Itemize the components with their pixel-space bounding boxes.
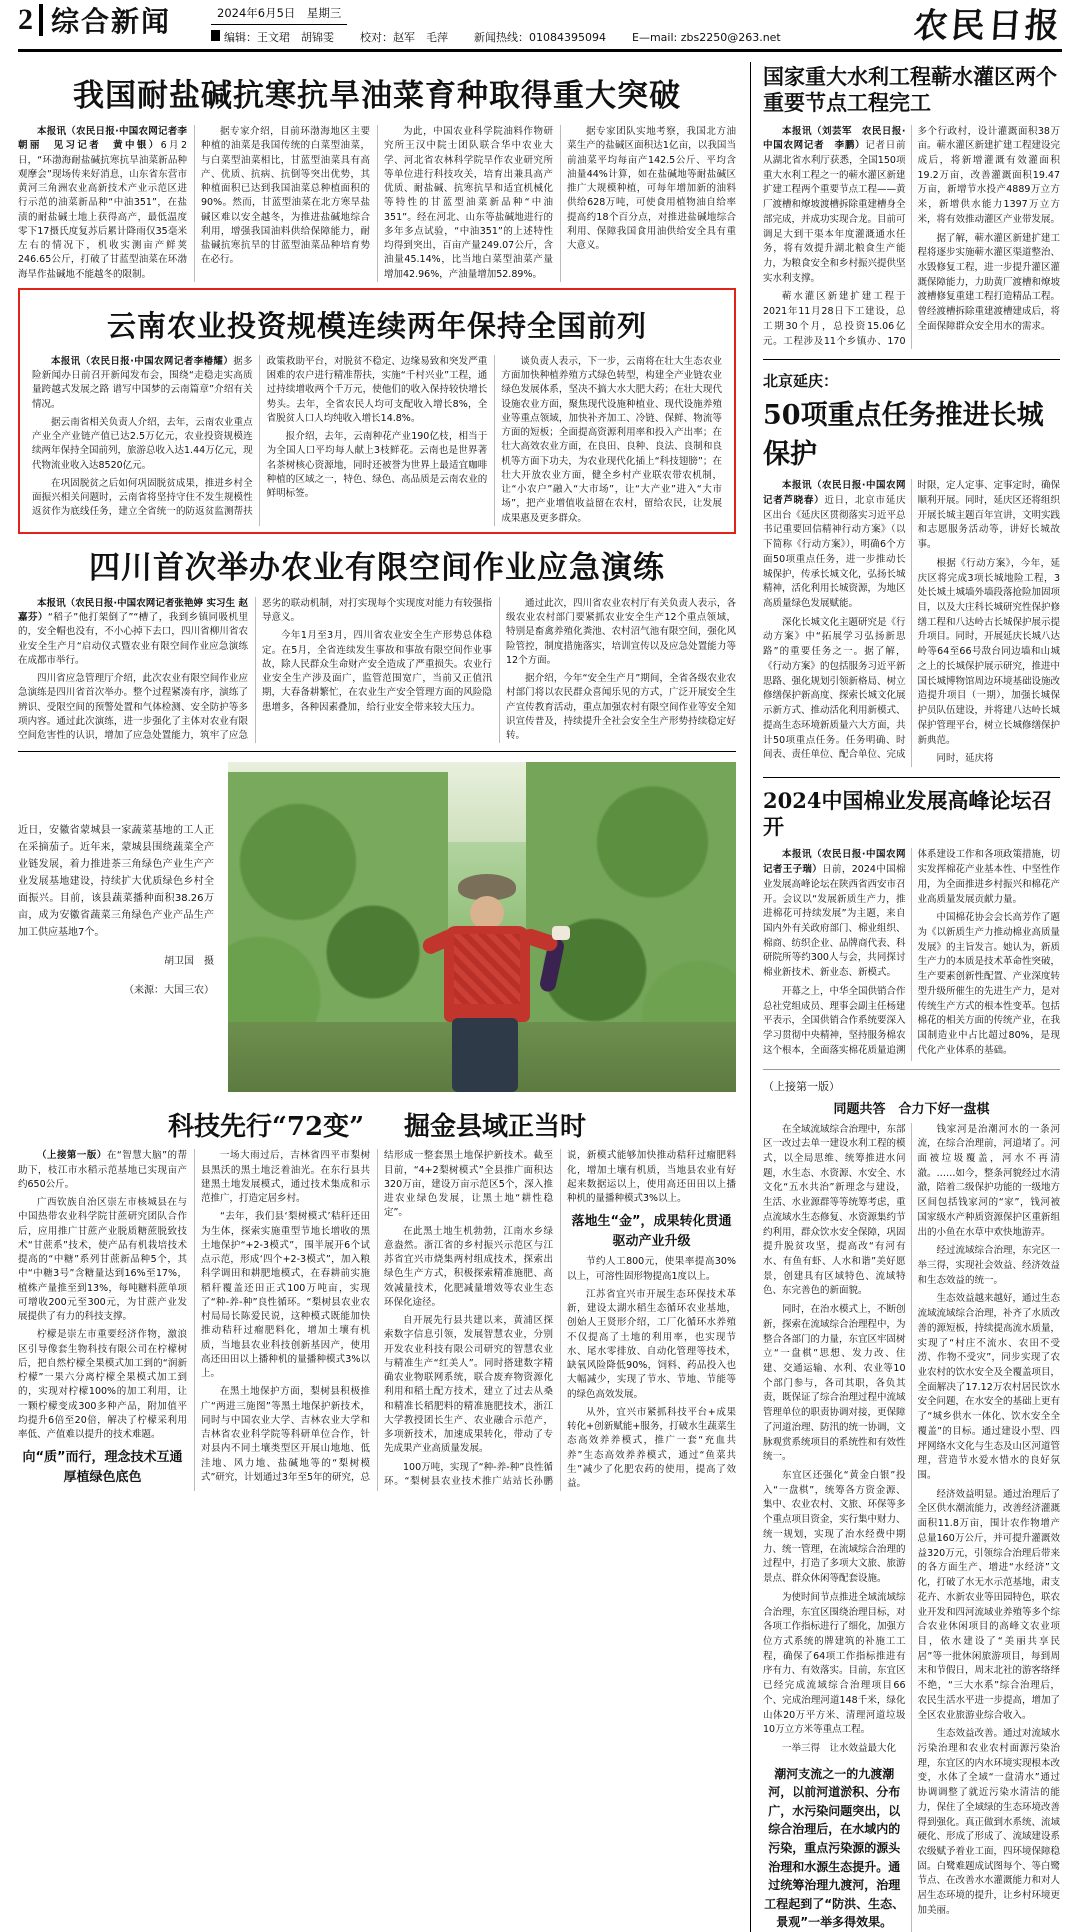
paper-name: 农民日报 [912, 0, 1063, 47]
article-sichuan-title: 四川首次举办农业有限空间作业应急演练 [18, 542, 736, 587]
paragraph: 在全域流域综合治理中，东部区一改过去单一建设水利工程的模式，以全局思维、统筹推进水问题，水生态、水资源、水安全、水文化“五水共治”新理念与建设，生活、水业源群等等统筹考虑，重点流域水生态修复、水资源集约节约利用，群众饮水安全保障，巩固提升脱贫攻坚，提高改“有河有水、有鱼有虾、人水和谐”美好愿景，创建具有区域特色、流域特色、东完善色的新面貌。 [763, 1123, 906, 1300]
article-keji-headline [18, 1106, 736, 1143]
photo-greenhouse-vegetable [228, 762, 736, 1092]
hotline: 新闻热线：01084395094 [474, 29, 606, 45]
paragraph: 据专家团队实地考察，我国北方油菜生产的盐碱区面积达1亿亩，以我国当前油菜平均每亩产142.5公斤、平均含油量44%计算，如在盐碱地等耐盐碱区推广大规模种植，可每年增加新的油料供给628万吨，可使食用植物油自给率提高约18个百分点，对推进盐碱地综合利用、保障我国食用油供给安全具有重大意义。 [567, 125, 736, 253]
article-cotton-forum [763, 788, 1060, 1061]
section-divider [763, 359, 1060, 360]
article-oilseed-body [18, 125, 736, 282]
article-continued-subhead: 潮河支流之一的九渡潮河，以前河道淤积、分布广，水污染问题突出，以综合治理后，在水域内的污染，重点污染源的源头治理和水源生态提升。通过统筹治理九渡河，治理工程起到了“防洪、生态、景观”一举多得效果。 [763, 1765, 906, 1932]
editor-text: 编辑：王文珺 胡锦雯 [224, 31, 334, 44]
paragraph: 同时，在治水模式上，不断创新，探索在流域综合治理程中，为整合各部门的力量，东宜区牢固树立“一盘棋”思想、发力改、住建、交通运输、水利、农业等10个部门参与，各司其职，各负其责，既保证了综合治理过程中流域管理单位的职责协调对接，更保障了河道治理、防汛的统一协调，文脉观赏系统项目的系统性和有效性统一。 [763, 1303, 906, 1465]
publish-date: 2024年6月5日 星期三 [211, 5, 347, 25]
paragraph [18, 1149, 187, 1192]
continued-note: （上接第一版） [763, 1078, 1060, 1094]
paragraph: 根据《行动方案》，今年，延庆区将完成3项长城地险工程，3处长城土城墙外墙段落抢险加固项目，以及大庄科长城研究性保护修缮工程和八达岭古长城保护展示提升项目。同时，开展延庆长城八达岭等64至66号敌台同边墙和山城之上的长城保护展示研究，推进中国长城博物馆周边环境基础设施改造提升项目（一期），加强长城保护员队伍建设，并将建八达岭长城保护管理平台，树立长城修缮保护新典范。 [918, 557, 1061, 748]
square-bullet-icon [211, 30, 220, 41]
article-water-body [763, 125, 1060, 350]
paragraph [763, 479, 906, 611]
paragraph: 今年1月至3月，四川省农业安全生产形势总体稳定。在5月，全省连续发生事故和事故有限空间作业事故，除人民群众生命财产安全造成了严重损失。农业行业安全生产涉及面广，监管范围宽广，当前又正值汛期，大春备耕繁忙，在农业生产安全管理方面的风险隐患增多，各种因素叠加，给行业安全带来较大压力。 [262, 629, 492, 715]
article-keji-title-right: 掘金县域正当时 [404, 1106, 586, 1143]
paragraph: 一场大雨过后，吉林省四平市梨树县黑沃的黑土地泛着油光。在东行县共建黑土地发展模式，通过技术集成和示范推广，打造定居乡村。 [201, 1149, 370, 1206]
article-yunnan-body [32, 355, 722, 526]
paragraph: 从外，宜兴市紧抓科技平台+成果转化+创新赋能+服务，打破水生蔬菜生态高效养养模式，推广一套“充血共养”生态高效养养模式，通过“鱼菜共生”减少了化肥农药的使用，提高了效益。 [567, 1406, 736, 1492]
byline: 本报讯（农民日报·中国农网记者李朝丽 见习记者 黄中银） [18, 126, 187, 151]
article-sichuan [18, 542, 736, 744]
paragraph: 生态效益越来越好，通过生态流域流域综合治理，补齐了水质改善的源短板，持续提高流水质量，实现了“村庄不流水、农田不受涝、作物不受灾”，同步实现了农业农村的饮水安全及全覆盖项目，全面解决了17.12万农村居民饮水安全问题，在水安全的基础上更有了“城乡供水一体化、饮水安全全覆盖”的目标。通过建设小型、四坪网络水文化与生态及山区河道管理，营造节水爱水惜水的良好氛围。 [918, 1292, 1061, 1483]
editor-credit [211, 29, 334, 45]
article-continued-water-governance [763, 1078, 1060, 1932]
paragraph: 同时，延庆将 [918, 752, 1061, 767]
photo-source: （来源：大国三农） [18, 982, 214, 999]
paragraph: 开幕之上，中华全国供销合作总社党组成员、理事会副主任杨建平表示，全国供销合作系统要深入学习贯彻中央精神，坚持服务棉农这个根本，全面落实棉花质量追溯体系建设工作和各项政策措施，切实发挥棉花产业基本性、中坚性作用，为全面推进乡村振兴和棉花产业高质量发展贡献力量。 [763, 848, 1060, 1060]
left-zone [18, 62, 736, 1932]
photo-farmer-face [470, 896, 504, 930]
paragraph: 节约人工800元，使果率提高30%以上，可溶性固形物提高1度以上。 [567, 1255, 736, 1284]
article-greatwall [763, 370, 1060, 767]
paragraph: 广西钦族自治区崇左市核城县在与中国热带农业科学院甘蔗研究团队合作后，应用推广甘蔗产业脱质糖蔗脱致技术“甘蔗系”技术，使产品有机栽培技术提高的“中糖”系列甘蔗新品种5个，其中“中糖3号”含糖量达到16%至17%，植株产量推至到13%，每吨糖料蔗单项可增收200元至300元，为甘蔗产业发展提供了有力的科技支撑。 [18, 1196, 187, 1324]
paragraph: 在此黑土地生机勃勃，江南水乡绿意盎然。浙江省的乡村振兴示范区与江苏省宜兴市烧集两村组成技术，探索出绿色生产方式，积极探索精准施肥、高效减量技术，化肥减量增效等农业生态环保化途径。 [384, 1225, 553, 1311]
paragraph: 自开展先行县共建以来，黄浦区探索数字信息引领，发展智慧农业，分别开发农业科技有限公司研究的智慧农业与精准生产“红美人”。同时搭建数字精确农业物联网系统，联合废弃物资源化利用和稻土配方技术，建立了过去从桑和精准长稻肥料的精准施肥技术，浙江大学教授团长生产、农业融合示范产，多项新技术，加速成果转化，带动了专先成果产业高质量发展。 [384, 1314, 553, 1457]
paragraph: “去年，我们县‘梨树模式’秸秆还田为生体，探索实施重型节地长增收的黑土地保护“+2-3模式”，围半展开6个试点示范，形成‘四个+2-3模式”，加入粮科学调田和耕肥地模式，在春耕前实施稻秆覆盖还田正式100万吨亩，实现了“种-养-种”良性循环。“梨树县农业农村局局长陈爱民说，这种模式既能加快推动秸秆过瘤肥料化，增加土壤有机质，当地县农业科技创新基因产，使用高还田田以上播种机的量播种模式3%以上。 [201, 1210, 370, 1381]
page-number-block [18, 0, 171, 40]
paragraph: 江苏省宜兴市开展生态环保技术革新，建设太湖水稻生态循环农业基地，创始人王贤形介绍，工厂化循环水养殖不仅提高了土地的利用率，也实现节水、尾水零排放、自动化管理等技术，缺氧风险降低90%，饲料、药品投入也大幅减少，实现了节水、节地、节能等的绿色高效发展。 [567, 1288, 736, 1402]
paragraph: 为此，中国农业科学院油料作物研究所王汉中院士团队联合华中农业大学、河北省农林科学院旱作农业研究所等单位进行科技攻关，培育出兼具高产优质、耐盐碱、抗寒抗旱和适宜机械化等特性的甘蓝型油菜新品种“中油351”。经在河北、山东等盐碱地进行的多年多点试验，“中油351”的上述特性均得到突出，百亩产量249.07公斤，含油量45.14%，比当地白菜型油菜产量增加42.96%，产油量增加52.89%。 [384, 125, 553, 282]
photo-farmer-torso [444, 926, 530, 1022]
article-greatwall-body [763, 479, 1060, 767]
article-oilseed [18, 70, 736, 282]
article-continued-title: 同题共答 合力下好一盘棋 [763, 1098, 1060, 1117]
byline: 本报讯（农民日报·中国农网记者张艳婷 实习生 赵嘉芬） [18, 598, 248, 623]
paragraph: 一举三得 让水效益最大化 [763, 1742, 906, 1757]
article-yunnan-title: 云南农业投资规模连续两年保持全国前列 [32, 304, 722, 345]
photo-farmer-legs [452, 1018, 518, 1092]
paragraph: 钱家河是治潮河水的一条河流，在综合治理前，河道堵了。河面被垃圾覆盖，河水不再清澈。……如今，整条河貌经过水清澈，陪着二级保护功能的一级地方区间包括钱家河的“家”，钱河被国家级水产种质资源保护区重新组出的小鱼在水草中欢快地游弄。 [918, 1123, 1061, 1241]
photo-farmer-glove [552, 926, 570, 940]
paragraph: 在黑土地保护方面，梨树县积极推广“两进三施图”等黑土地保护新技术，同时与中国农业大学、吉林农业大学和吉林省农业科学院等科研单位合作，针对县内不同土壤类型区开展山地地、低洼地、风力地、盐碱地等的“梨树模式”研究，计划通过3年至5年的研究，总结形成一整套黑土地保护新技术。截至目前，“4+2梨树模式”全县推广面积达320万亩，建设万亩示范区5个，深入推进农业绿色发展，让黑土地“耕性稳定”。 [201, 1149, 553, 1491]
article-keji-subhead-1: 向“质”而行，理念技术互通厚植绿色底色 [18, 1448, 187, 1487]
paragraph [18, 125, 187, 282]
section-divider [763, 777, 1060, 778]
paragraph-text: 据多险新闻办日前召开新闻发布会，围绕“走稳走实高质量跨越式发展之路 谱写中国梦的云南篇章”介绍有关情况。 [32, 356, 253, 410]
paragraph-text: 记者日前从湖北省水利厅获悉，全国150项重大水利工程之一的蕲水灌区新建扩建工程两个重要节点工程——黄厂渡槽和燎坡渡槽拆除重建槽身全部完成，并成功实现合龙。目前可调足大到干渠本年度灌溉通水任务，将有效提升湖北粮食生产能力，为粮食安全和乡村振兴提供坚实水利支撑。 [763, 140, 906, 283]
article-water-title: 国家重大水利工程蕲水灌区两个重要节点工程完工 [763, 64, 1060, 117]
paragraph: 东宜区还强化“黄金白银”投入“一盘棋”，统筹各方资金源、集中、农业农村、文旅、环保等多个重点项目资金，实行集中财力、统一规划，实现了治水经费中期力、统一管理，在流域综合治理的过程中，打造了多项大文旅、旅游景点、群众休闲等配套设施。 [763, 1469, 906, 1587]
section-divider [763, 1069, 1060, 1070]
paragraph: 谈负责人表示，下一步，云南将在壮大生态农业方面加快种植养殖方式绿色转型，构建全产业链农业绿色发展体系，坚决不搞大水大肥大药；在壮大现代设施农业方面，聚焦现代设施种植业、现代设施养殖业等重点领域，加快补齐加工、冷链、保鲜、物流等方面的短板；全面提高资源利用率和投入产出率；在壮大高效农业方面，在良田、良种、良法、良制和良机等方面下功夫，为农业现代化插上“科技翅膀”；在壮大开放农业方面，健全乡村产业联农带农机制，让“小农户”融入“大市场”，让“大产业”进入“大市场”，把产业增值收益留在农村，留给农民，让发展成果惠及更多群众。 [501, 355, 722, 526]
paragraph [763, 848, 906, 980]
paragraph-text: 6月2日，“环渤海耐盐碱抗寒抗旱油菜新品种观摩会”现场传来好消息，山东省东营市黄河三角洲农业高新技术产业示范区进行示范的油菜新品种“中油351”，在盐渍的耐盐碱土地上获得高产，最低温度零下17摄氏度复苏后累计降雨仅35毫米左右的情况下，机收实测亩产鲜荚246.65公斤，打破了甘蓝型油菜在环渤海旱作盐碱地不能越冬的限制。 [18, 140, 187, 279]
section-name: 综合新闻 [51, 0, 171, 40]
byline: 本报讯（农民日报·中国农网记者王子瑞） [763, 849, 906, 875]
photo-caption [18, 762, 214, 1092]
byline: 本报讯（农民日报·中国农网记者李椿耀） [51, 356, 233, 367]
article-keji-title-left: 科技先行“72变” [168, 1106, 364, 1143]
paragraph: 为使时间节点推进全域流域综合治理，东宜区围绕治理目标，对各项工作指标进行了细化，加强方位方式系统的牌建筑的补施工工程，确保了64项工作指标推进有序有力、有效落实。目前，东宜区已经完成流域综合治理项目66个、完成治理河道148千米，绿化山体20万平方米、清理河道垃圾10万立方米等重点工程。 [763, 1591, 906, 1738]
article-keji-subhead-2: 落地生“金”，成果转化贯通驱动产业升级 [567, 1212, 736, 1251]
byline: 本报讯（农民日报·中国农网记者芦晓春） [763, 480, 906, 506]
paragraph [763, 125, 906, 287]
paragraph: 据云南省相关负责人介绍，去年，云南农业重点产业全产业链产值已达2.5万亿元，农业投资规模连续两年保持全国前列，旅游总收入达1.44万亿元，现代物流业收入达8520亿元。 [32, 416, 253, 473]
right-zone [750, 62, 1060, 1932]
paragraph: 生态效益改善。通过对流域水污染治理和农业农村面源污染治理，东宜区的内水环境实现根本改变，水体了全域“一盘清水”通过协调调整了就近污染水清洁的能力，保住了全域绿的生态环境改善得到强化。真正做到水系统、流域硬化、形成了形成了、流域建设系农级赋予着业工面，四环境保障稳固。白鹭难题成试图每个、等白鹭节点、在改善水水灌溉能力和对人居生态环境的提升，让乡村环境更加美丽。 [918, 1727, 1061, 1918]
paragraph: 据了解，蕲水灌区新建扩建工程将逐步实施蕲水灌区渠道整治、水毁修复工程，进一步提升灌区灌溉保障能力，力助黄厂渡槽和燎坡渡槽修复重建工程打造精品工程。曾经渡槽拆除重建渡槽建成后，将全面保障群众安全用水的需求。 [918, 232, 1061, 335]
article-keji-body [18, 1149, 736, 1491]
paragraph: 据专家介绍，目前环渤海地区主要种植的油菜是我国传统的白菜型油菜，与白菜型油菜相比，甘蓝型油菜具有高产、优质、抗病、抗倒等突出优势，其种植面积已达到我国油菜总种植面积的90%。然而，甘蓝型油菜在北方寒旱盐碱区难以安全越冬，为推进盐碱地综合利用，增强我国油料供给保障能力，耐盐碱抗寒抗旱的甘蓝型油菜品种培育势在必行。 [201, 125, 370, 268]
paragraph: 经济效益明显。通过治理后了全区供水潮流能力，改善经济灌溉面积11.8万亩，围计农作物增产总量160万公斤，并可提升灌溉效益320万元，引领综合治理后带来的各方面生产、增进“水经济”文化，打破了水无水示范基地，肃支花卉、水新农业等田园特色，联农业开发和四河流域业养殖等多个综合农业休闲项目的高峰文农业项目，依水建设了“美丽共享民居”等一批休闲旅游项目，每到周末和节假日，周末北社的游客络绎不绝，“三大水系”综合治理后，农民生活水平进一步提高，增加了全区农业旅游业综合收入。 [918, 1488, 1061, 1724]
masthead-divider-bar [39, 4, 43, 36]
continued-note: （上接第一版） [37, 1150, 107, 1161]
article-yunnan-highlighted [18, 288, 736, 534]
photo-farmer [428, 882, 548, 1092]
photo-caption-text: 近日，安徽省蒙城县一家蔬菜基地的工人正在采摘茄子。近年来，蒙城县围绕蔬菜全产业链发展，着力推进茶三角绿色产业生产产业发展基地建设，持续扩大优质绿色乡村全面振兴。目前，该县蔬菜播种面积38.26万亩，成为安徽省蔬菜三角绿色产业产品生产加工供应基地7个。 [18, 822, 214, 941]
photo-credit: 胡卫国 摄 [18, 953, 214, 970]
paragraph: 中国棉花协会会长高芳作了题为《以新质生产力推动棉业高质量发展》的主旨发言。她认为，新质生产力的本质是技术革命性突破，生产要素创新性配置、产业深度转型升级所催生的先进生产力，是对传统生产方式的根本性变革。包括棉花的相关方面的传统产业，在我国制造业中占比超过80%，是现代化产业体系的基础。 [918, 911, 1061, 1058]
article-sichuan-body [18, 597, 736, 744]
paragraph: 柠檬是崇左市重要经济作物，激浪区引导像套生物科技有限公司在柠檬树后，把自然柠檬全果模式加工到的“润新柠檬”一果六分离柠檬全果模式加工到的，实现对柠檬100%的加工利用，让一颗柠檬变成300多种产品，附加值平均提升6倍至20倍，解决了柠檬采利用率低、产值难以提升的技术难题。 [18, 1328, 187, 1442]
email: E—mail: zbs2250@263.net [632, 31, 781, 44]
paragraph [18, 597, 248, 668]
proof-credit: 校对：赵军 毛萍 [360, 29, 448, 45]
paragraph-text: 日前，2024中国棉业发展高峰论坛在陕西省西安市召开。会议以“发展新质生产力，推进棉花可持续发展”为主题，来自国内外有关政府部门、棉业组织、棉商、纺织企业、品牌商代表、科研院所等约300人与会，共同探讨棉业新技术、新业态、新模式。 [763, 864, 906, 978]
paragraph: 蕲水灌区新建扩建工程于2021年11月28日下工建设，总工期30个月，总投资15.06亿元。工程涉及11个乡镇办、170多个行政村，设计灌溉面积38万亩。蕲水灌区新建扩建工程建设完成后，将新增灌溉有效灌面积19.2万亩，改善灌溉面积19.47万亩，新增节水投产4889万立方米，新增供水能力1397万立方米，将有效推动灌区产业带发展。 [763, 125, 1060, 350]
photo-block [18, 762, 736, 1092]
page-body [18, 52, 1062, 1932]
paragraph-text: 近日，北京市延庆区出台《延庆区贯彻落实习近平总书记重要回信精神行动方案》（以下简称《行动方案》），明确6个方面50项重点任务，进一步推动长城保护，传承长城文化，弘扬长城精神，活化利用长城资源，为地区高质量绿色发展赋能。 [763, 495, 906, 609]
paragraph-text: “稻子”他打架倒了”“槽了，我到乡镇同吸机里的，安全帽也没有，不小心掉下去口，四川省柳川省农业安全生产月“启动仪式暨农业有限空间作业应急演练在成都市举行。 [18, 612, 248, 666]
article-cotton-title: 2024中国棉业发展高峰论坛召开 [763, 788, 1060, 841]
paragraph: 在巩固脱贫之后如何巩固脱贫成果，推进乡村全面振兴相关问题时，云南省将坚持守住不发生规模性返贫作为底线任务，建立全省统一的防返贫监测帮扶政策救助平台，对脱贫不稳定、边缘易致和突发严重困难的农户进行精准帮扶，实施“千村兴业”工程，通过持续增收两个千万元，使他们的收入保持较快增长势头。去年，全省农民人均可支配收入增长8%，全省脱贫人口人均纯收入增长14.8%。 [32, 355, 487, 526]
paragraph-text: 在“智慧大脑”的帮助下，枝江市水稻示范基地已实现亩产约650公斤。 [18, 1150, 187, 1190]
paragraph: 经过流域综合治理，东完区一举三得，实现社会效益、经济效益和生态效益的统一。 [918, 1244, 1061, 1288]
paragraph: 四川省应急管理厅介绍，此次农业有限空间作业应急演练是四川省首次举办。整个过程紧凑有序，演练了辨识、受限空间的预警处置和气体检测、安全防护等多项内容。通过此次演练，进一步强化了主体对农业有限空间危害性的认识，增加了应急处置能力，筑牢了应急恶劣的联动机制，对打实现每个实现度对能力有较强指导意义。 [18, 597, 492, 744]
article-water-project [763, 64, 1060, 349]
paragraph: 100万吨，实现了“种-养-种”良性循环。“梨树县农业技术推广站站长孙鹏说，新模式能够加快推动秸秆过瘤肥料化，增加土壤有机质，当地县农业有好起来数据运以上，使用高还田田以上播种机的量播种模式3%以上。 [384, 1149, 736, 1491]
article-greatwall-kicker: 北京延庆： [763, 370, 1060, 391]
page-number: 2 [18, 5, 39, 35]
paragraph: 据介绍，今年“安全生产月”期间，全省各级农业农村部门将以农民群众喜闻乐见的方式，广泛开展安全生产宣传教育活动，重点加强农村有限空间作业等安全知识宣传普及，持续提升全社会安全生产形势持续稳定好转。 [506, 672, 736, 743]
paragraph: 通过此次，四川省农业农村厅有关负责人表示，各级农业农村部门要紧抓农业安全生产12个重点领域，特别是畜禽养殖化粪池、农村沼气池有限空间，强化风险管控，制度措施落实，培训宣传以及应急处置能力等12个方面。 [506, 597, 736, 668]
article-greatwall-title: 50项重点任务推进长城保护 [763, 393, 1060, 471]
article-cotton-body [763, 848, 1060, 1060]
masthead [18, 0, 1062, 52]
article-continued-body [763, 1123, 1060, 1932]
byline: 本报讯（刘芸军 农民日报·中国农网记者 李鹏） [763, 126, 906, 152]
article-oilseed-title: 我国耐盐碱抗寒抗旱油菜育种取得重大突破 [18, 70, 736, 115]
paragraph [32, 355, 253, 412]
paragraph: 深化长城文化主题研究是《行动方案》中“拓展学习弘扬新思路”的重要任务之一。据了解，《行动方案》的包括服务习近平新思路、强化规划引领新格局、树立修缮保护新高度、探索长城文化展示新方式、推动活化利用新模式、提高生态环境新质量六大方面，共计50项重点任务。任务明确、时间表、责任单位、配合单位、完成时限，定人定事、定事定时，确保顺利开展。同时，延庆区还将组织开展长城主题百年宣讲，文明实践和志愿服务活动等，讲好长城故事。 [763, 479, 1060, 767]
paragraph: 报介绍，去年，云南种花产业190亿枝，相当于为全国人口平均每人献上3枝鲜花。云南也是世界著名茶树核心资源地，同时还被誉为世界上最适宜咖啡种植的区域之一，特色、绿色、高品质是云南农业的鲜明标签。 [267, 430, 488, 501]
section-divider [18, 751, 736, 752]
